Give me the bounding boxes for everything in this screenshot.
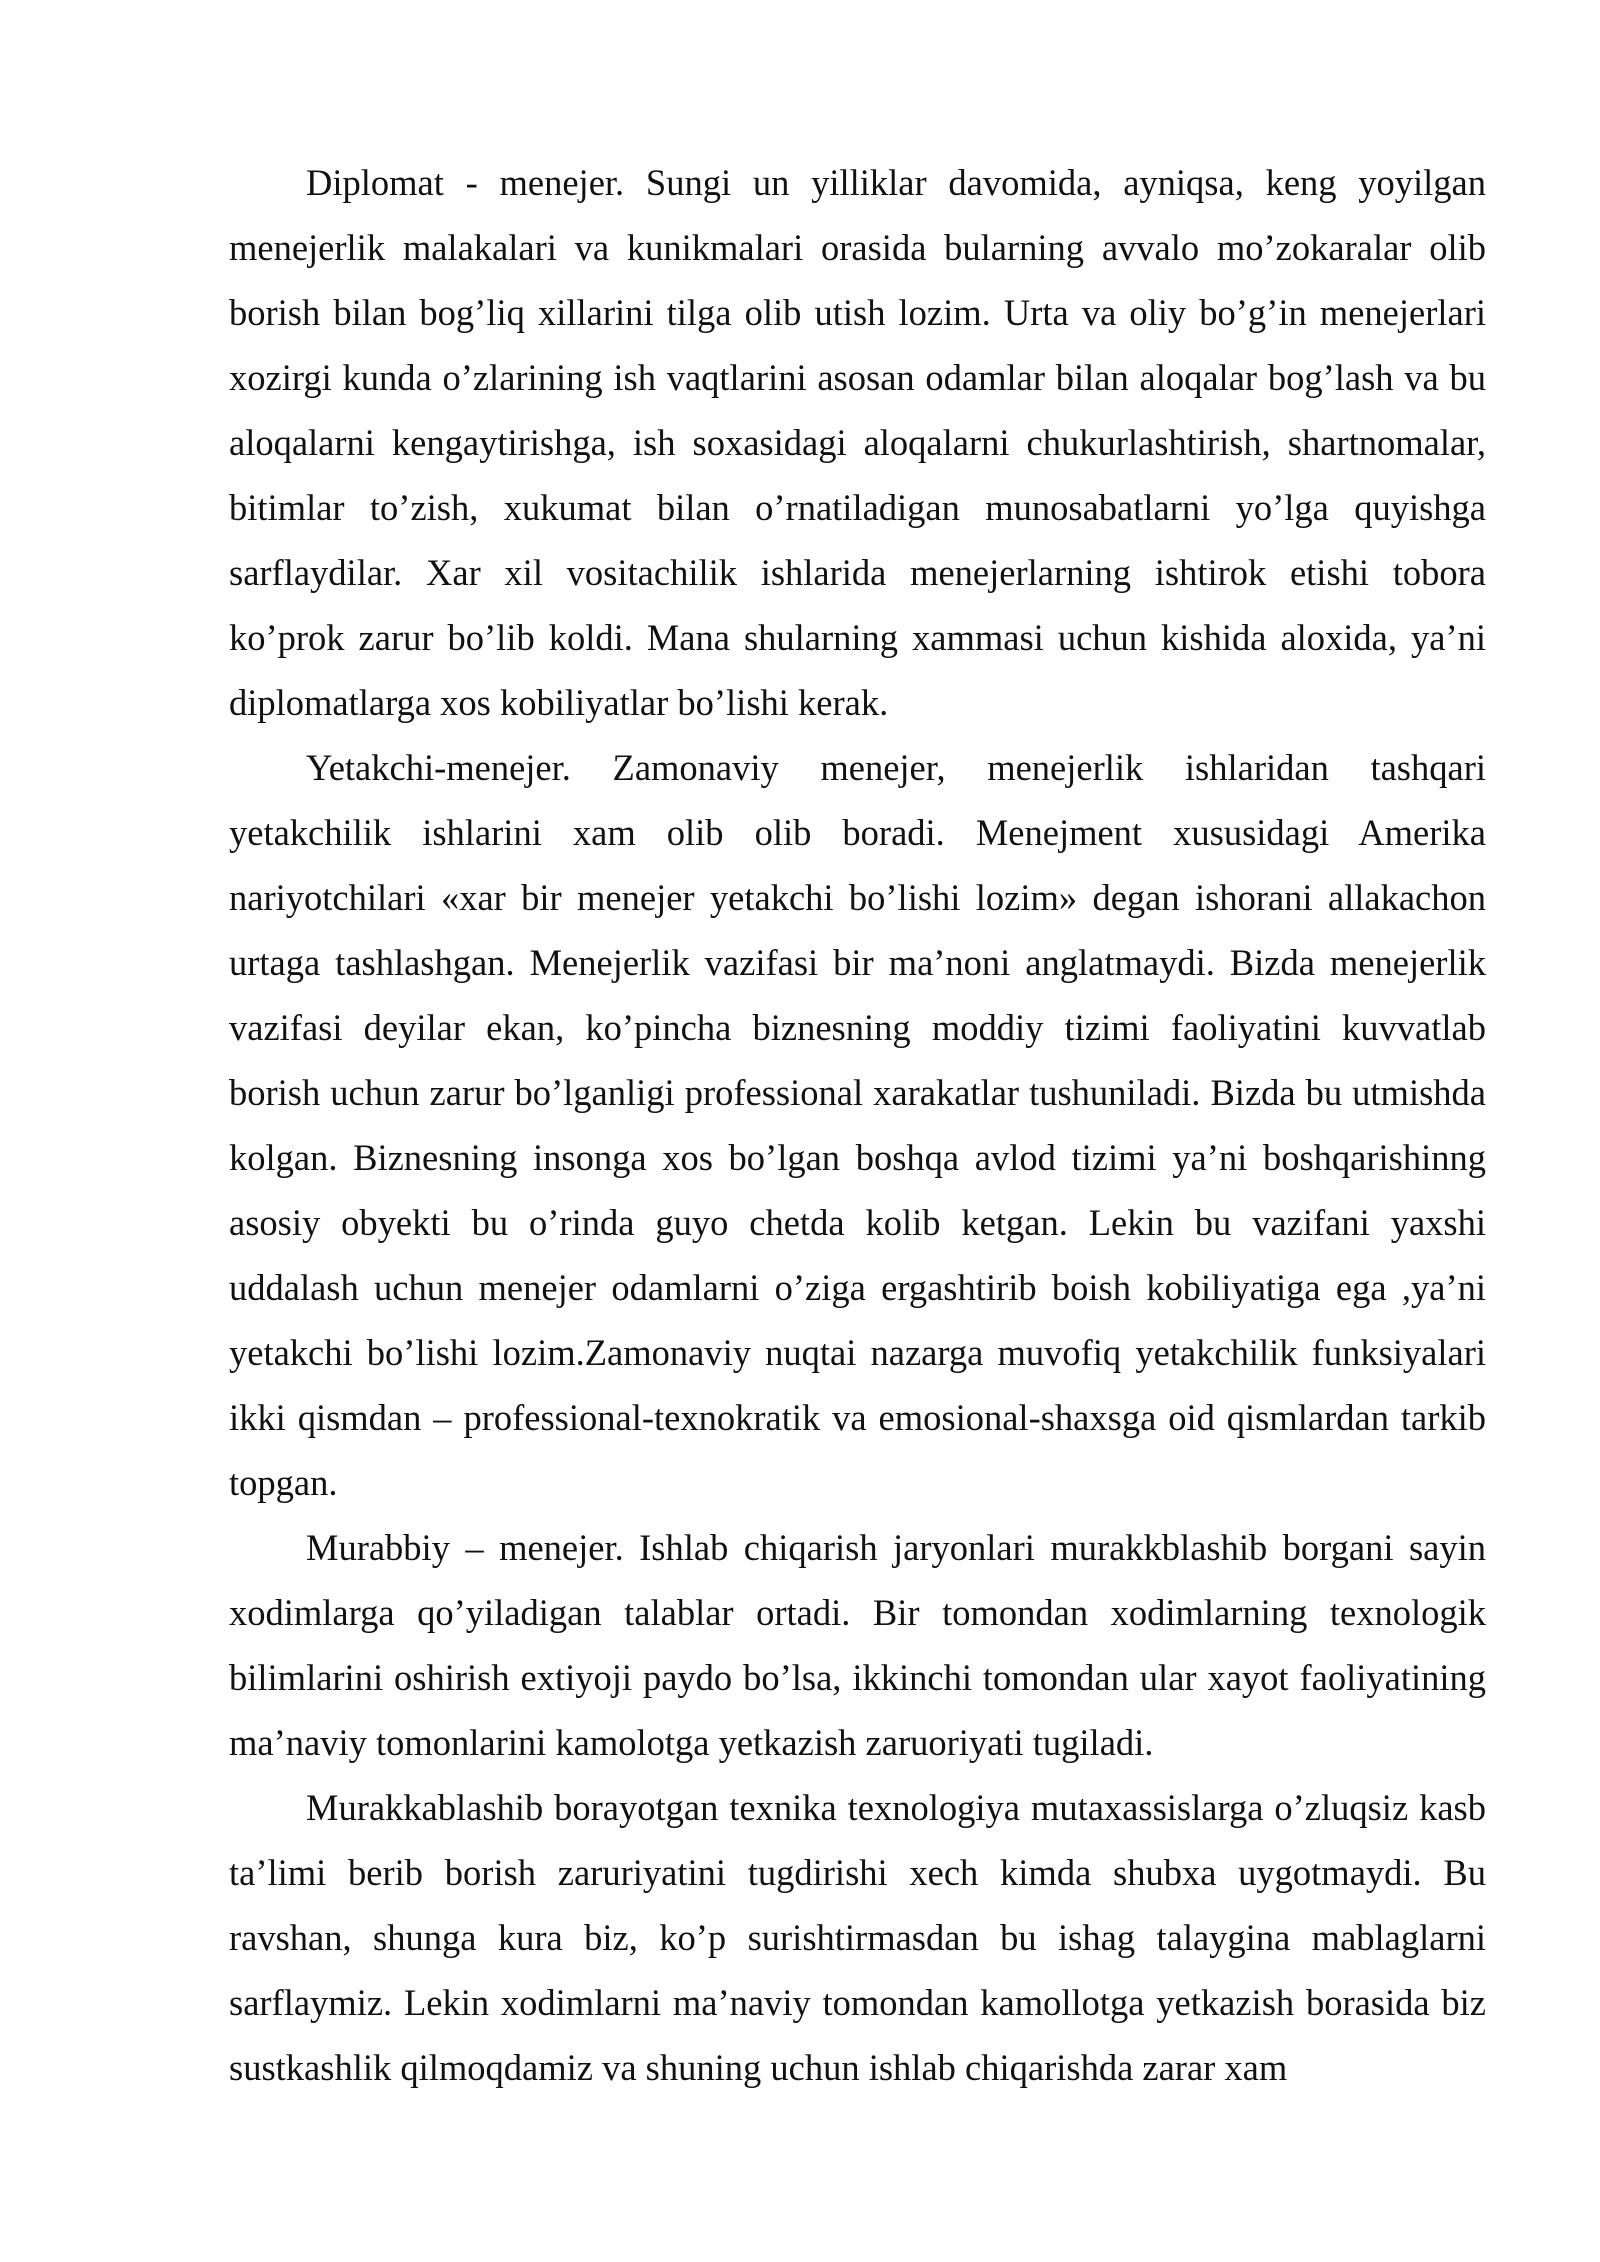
paragraph-diplomat-manager: Diplomat - menejer. Sungi un yilliklar davomida, ayniqsa, keng yoyilgan menejerlik malakalari va kunikmalari orasida bularning avvalo mo’zokaralar olib borish bilan bog’liq xillarini tilga olib utish lozim. Urta va oliy bo’g’in menejerlari xozirgi kunda o’zlarining ish vaqtlarini asosan odamlar bilan aloqalar bog’lash va bu aloqalarni kengaytirishga, ish soxasidagi aloqalarni chukurlashtirish, shartnomalar, bitimlar to’zish, xukumat bilan o’rnatiladigan munosabatlarni yo’lga quyishga sarflaydilar. Xar xil vositachilik ishlarida menejerlarning ishtirok etishi tobora ko’prok zarur bo’lib koldi. Mana shularning xammasi uchun kishida aloxida, ya’ni diplomatlarga xos kobiliyatlar bo’lishi kerak.	[229, 162, 1486, 723]
paragraph-leader-manager: Yetakchi-menejer. Zamonaviy menejer, menejerlik ishlaridan tashqari yetakchilik ishlarini xam olib olib boradi. Menejment xususidagi Amerika nariyotchilari «xar bir menejer yetakchi bo’lishi lozim» degan ishorani allakachon urtaga tashlashgan. Menejerlik vazifasi bir ma’noni anglatmaydi. Bizda menejerlik vazifasi deyilar ekan, ko’pincha biznesning moddiy tizimi faoliyatini kuvvatlab borish uchun zarur bo’lganligi professional xarakatlar tushuniladi. Bizda bu utmishda kolgan. Biznesning insonga xos bo’lgan boshqa avlod tizimi ya’ni boshqarishinng asosiy obyekti bu o’rinda guyo chetda kolib ketgan. Lekin bu vazifani yaxshi uddalash uchun menejer odamlarni o’ziga ergashtirib boish kobiliyatiga ega ,ya’ni yetakchi bo’lishi lozim.Zamonaviy nuqtai nazarga muvofiq yetakchilik funksiyalari ikki qismdan – professional-texnokratik va emosional-shaxsga oid qismlardan tarkib topgan.	[229, 747, 1486, 1503]
paragraph-mentor-manager: Murabbiy – menejer. Ishlab chiqarish jaryonlari murakkblashib borgani sayin xodimlarga qo’yiladigan talablar ortadi. Bir tomondan xodimlarning texnologik bilimlarini oshirish extiyoji paydo bo’lsa, ikkinchi tomondan ular xayot faoliyatining ma’naviy tomonlarini kamolotga yetkazish zaruoriyati tugiladi.	[229, 1527, 1486, 1763]
document-body	[229, 150, 1486, 2100]
paragraph-technology-training: Murakkablashib borayotgan texnika texnologiya mutaxassislarga o’zluqsiz kasb ta’limi berib borish zaruriyatini tugdirishi xech kimda shubxa uygotmaydi. Bu ravshan, shunga kura biz, ko’p surishtirmasdan bu ishag talaygina mablaglarni sarflaymiz. Lekin xodimlarni ma’naviy tomondan kamollotga yetkazish borasida biz sustkashlik qilmoqdamiz va shuning uchun ishlab chiqarishda zarar xam	[229, 1787, 1486, 2088]
